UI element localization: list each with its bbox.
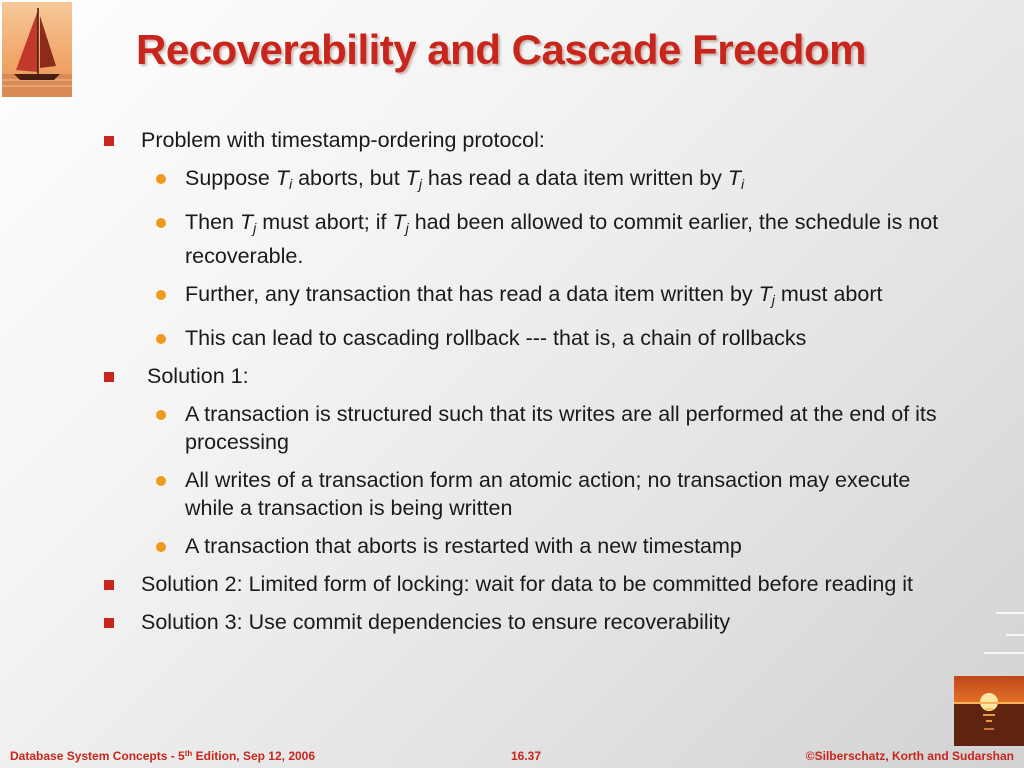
square-bullet-icon — [104, 372, 114, 382]
sub-list-problem — [104, 164, 964, 352]
bullet-problem — [104, 126, 964, 352]
decorative-streak — [984, 652, 1024, 654]
sub-bullet-text: A transaction is structured such that its writes are all performed at the end of its processing — [185, 402, 937, 454]
round-bullet-icon — [156, 290, 166, 300]
square-bullet-icon — [104, 580, 114, 590]
text-run: has read a data item written by — [421, 166, 728, 190]
footer-copyright: ©Silberschatz, Korth and Sudarshan — [805, 749, 1014, 763]
text-run: had been allowed to commit earlier, the schedule is not recoverable. — [185, 210, 939, 268]
slide-content — [104, 126, 964, 646]
sub-bullet — [104, 532, 964, 560]
page-title: Recoverability and Cascade Freedom — [136, 26, 866, 73]
math-var: T — [405, 166, 419, 190]
page-number: 16.37 — [511, 749, 542, 763]
sailboat-logo-icon — [2, 2, 72, 97]
sub-bullet — [104, 324, 964, 352]
math-subscript: j — [253, 220, 257, 236]
round-bullet-icon — [156, 334, 166, 344]
math-var: T — [275, 166, 289, 190]
sunset-image-icon — [954, 676, 1024, 746]
math-subscript: i — [741, 176, 745, 192]
square-bullet-icon — [104, 136, 114, 146]
sub-bullet — [104, 466, 964, 522]
math-var: T — [239, 210, 254, 234]
sub-bullet — [104, 164, 964, 198]
bullet-solution-3 — [104, 608, 964, 636]
sub-bullet — [104, 400, 964, 456]
footer-left-text: Edition, Sep 12, 2006 — [192, 749, 316, 763]
round-bullet-icon — [156, 174, 166, 184]
sub-list-solution-1 — [104, 400, 964, 560]
bullet-text: Solution 3: Use commit dependencies to ensure recoverability — [141, 610, 731, 634]
footer-left-text: Database System Concepts - 5 — [10, 749, 185, 763]
math-subscript: j — [405, 220, 409, 236]
decorative-streak — [1006, 634, 1024, 636]
text-run: Further, any transaction that has read a data item written by — [185, 282, 759, 306]
text-run: This can lead to cascading rollback --- that is, a chain of rollbacks — [185, 326, 807, 350]
sub-bullet — [104, 208, 964, 270]
bullet-text: Problem with timestamp-ordering protocol: — [141, 128, 545, 152]
text-run: Then — [185, 210, 240, 234]
text-run: aborts, but — [292, 166, 406, 190]
decorative-streak — [996, 612, 1024, 614]
math-var: T — [758, 282, 772, 306]
text-run: must abort — [774, 282, 883, 306]
bullet-text: Solution 1: — [147, 364, 249, 388]
sub-bullet — [104, 280, 964, 314]
round-bullet-icon — [156, 410, 166, 420]
bullet-solution-1 — [104, 362, 964, 560]
sub-bullet-text: All writes of a transaction form an atomic action; no transaction may execute while a transaction is being written — [185, 468, 911, 520]
sub-bullet-text: A transaction that aborts is restarted with a new timestamp — [185, 534, 742, 558]
footer-left-superscript: th — [184, 749, 193, 758]
round-bullet-icon — [156, 542, 166, 552]
math-var: T — [392, 210, 406, 234]
square-bullet-icon — [104, 618, 114, 628]
math-subscript: j — [418, 176, 422, 192]
text-run: Suppose — [185, 166, 276, 190]
footer-left — [10, 749, 315, 763]
text-run: must abort; if — [256, 210, 393, 234]
math-var: T — [727, 166, 742, 190]
math-subscript: i — [289, 176, 293, 192]
round-bullet-icon — [156, 218, 166, 228]
slide-footer — [0, 746, 1024, 768]
bullet-solution-2 — [104, 570, 964, 598]
bullet-text: Solution 2: Limited form of locking: wait for data to be committed before reading it — [141, 572, 914, 596]
round-bullet-icon — [156, 476, 166, 486]
math-subscript: j — [771, 292, 775, 308]
